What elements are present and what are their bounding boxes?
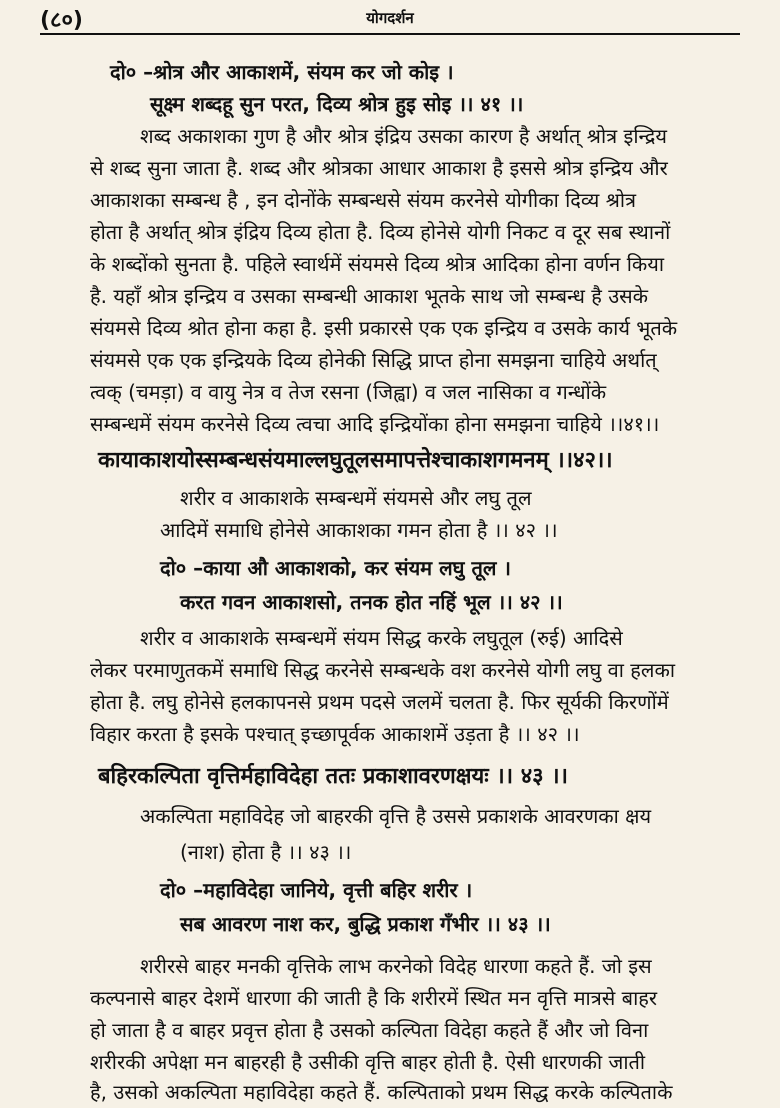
header-rule — [40, 33, 740, 35]
commentary-41-line: है. यहाँ श्रोत्र इन्द्रिय व उसका सम्बन्धी आकाश भूतके साथ जो सम्बन्ध है उसके — [90, 284, 649, 308]
verse-41-line-2: सूक्ष्म शब्दहू सुन परत, दिव्य श्रोत्र हुइ सोइ ।। ४१ ।। — [150, 92, 524, 116]
commentary-42-line: लेकर परमाणुतकमें समाधि सिद्ध करनेसे सम्बन्धके वश करनेसे योगी लघु वा हलका — [90, 658, 676, 682]
verse-42-line-1: दो० –काया औ आकाशको, कर संयम लघु तूल । — [160, 556, 511, 580]
commentary-41-line: के शब्दोंको सुनता है. पहिले स्वार्थमें संयमसे दिव्य श्रोत्र आदिका होना वर्णन किया — [90, 252, 665, 276]
translation-43-line: (नाश) होता है ।। ४३ ।। — [180, 840, 352, 864]
commentary-42-line: होता है. लघु होनेसे हलकापनसे प्रथम पदसे जलमें चलता है. फिर सूर्यकी किरणोंमें — [90, 690, 669, 714]
translation-42-line: आदिमें समाधि होनेसे आकाशका गमन होता है ।। ४२ ।। — [160, 518, 558, 542]
commentary-43-line: शरीरकी अपेक्षा मन बाहरही है उसीकी वृत्ति बाहर होती है. ऐसी धारणकी जाती — [90, 1050, 646, 1074]
commentary-43-line: कल्पनासे बाहर देशमें धारणा की जाती है कि शरीरमें स्थित मन वृत्ति मात्रसे बाहर — [90, 986, 658, 1010]
verse-43-line-2: सब आवरण नाश कर, बुद्धि प्रकाश गँभीर ।। ४३ ।। — [180, 912, 551, 936]
running-title: योगदर्शन — [366, 9, 414, 27]
commentary-41-line: से शब्द सुना जाता है. शब्द और श्रोत्रका आधार आकाश है इससे श्रोत्र इन्द्रिय और — [90, 156, 668, 180]
page-header — [0, 4, 780, 34]
commentary-41-line: आकाशका सम्बन्ध है , इन दोनोंके सम्बन्धसे संयम करनेसे योगीका दिव्य श्रोत्र — [90, 188, 637, 212]
commentary-41-line: होता है अर्थात् श्रोत्र इंद्रिय दिव्य होता है. दिव्य होनेसे योगी निकट व दूर सब स्थानों — [90, 220, 671, 244]
verse-42-line-2: करत गवन आकाशसो, तनक होत नहिं भूल ।। ४२ ।। — [180, 590, 563, 614]
sutra-42: कायाकाशयोस्सम्बन्धसंयमाल्लघुतूलसमापत्तेश्चाकाशगमनम् ।।४२।। — [98, 448, 613, 473]
commentary-43-line: हो जाता है व बाहर प्रवृत्त होता है उसको कल्पिता विदेहा कहते हैं और जो विना — [90, 1018, 649, 1042]
page-number: (८०) — [40, 8, 83, 33]
commentary-41-line: सम्बन्धमें संयम करनेसे दिव्य त्वचा आदि इन्द्रियोंका होना समझना चाहिये ।।४१।। — [90, 412, 660, 436]
verse-43-line-1: दो० –महाविदेहा जानिये, वृत्ती बहिर शरीर । — [160, 878, 473, 902]
commentary-43-line: शरीरसे बाहर मनकी वृत्तिके लाभ करनेको विदेह धारणा कहते हैं. जो इस — [140, 954, 652, 978]
commentary-43-line: है, उसको अकल्पिता महाविदेहा कहते हैं. कल्पिताको प्रथम सिद्ध करके कल्पिताके — [90, 1080, 673, 1104]
commentary-41-line: संयमसे एक एक इन्द्रियके दिव्य होनेकी सिद्धि प्राप्त होना समझना चाहिये अर्थात् — [90, 348, 657, 372]
translation-42-line: शरीर व आकाशके सम्बन्धमें संयमसे और लघु तूल — [180, 486, 532, 510]
translation-43-line: अकल्पिता महाविदेह जो बाहरकी वृत्ति है उससे प्रकाशके आवरणका क्षय — [140, 804, 652, 828]
commentary-42-line: शरीर व आकाशके सम्बन्धमें संयम सिद्ध करके लघुतूल (रुई) आदिसे — [140, 626, 623, 650]
commentary-41-line: शब्द अकाशका गुण है और श्रोत्र इंद्रिय उसका कारण है अर्थात् श्रोत्र इन्द्रिय — [140, 124, 667, 148]
verse-41-line-1: दो० –श्रोत्र और आकाशमें, संयम कर जो कोइ । — [110, 60, 454, 84]
commentary-41-line: संयमसे दिव्य श्रोत होना कहा है. इसी प्रकारसे एक एक इन्द्रिय व उसके कार्य भूतके — [90, 316, 678, 340]
commentary-41-line: त्वक् (चमड़ा) व वायु नेत्र व तेज रसना (जिह्वा) व जल नासिका व गन्धोंके — [90, 380, 607, 404]
commentary-42-line: विहार करता है इसके पश्चात् इच्छापूर्वक आकाशमें उड़ता है ।। ४२ ।। — [90, 722, 580, 746]
sutra-43: बहिरकल्पिता वृत्तिर्महाविदेहा ततः प्रकाशावरणक्षयः ।। ४३ ।। — [98, 764, 568, 789]
